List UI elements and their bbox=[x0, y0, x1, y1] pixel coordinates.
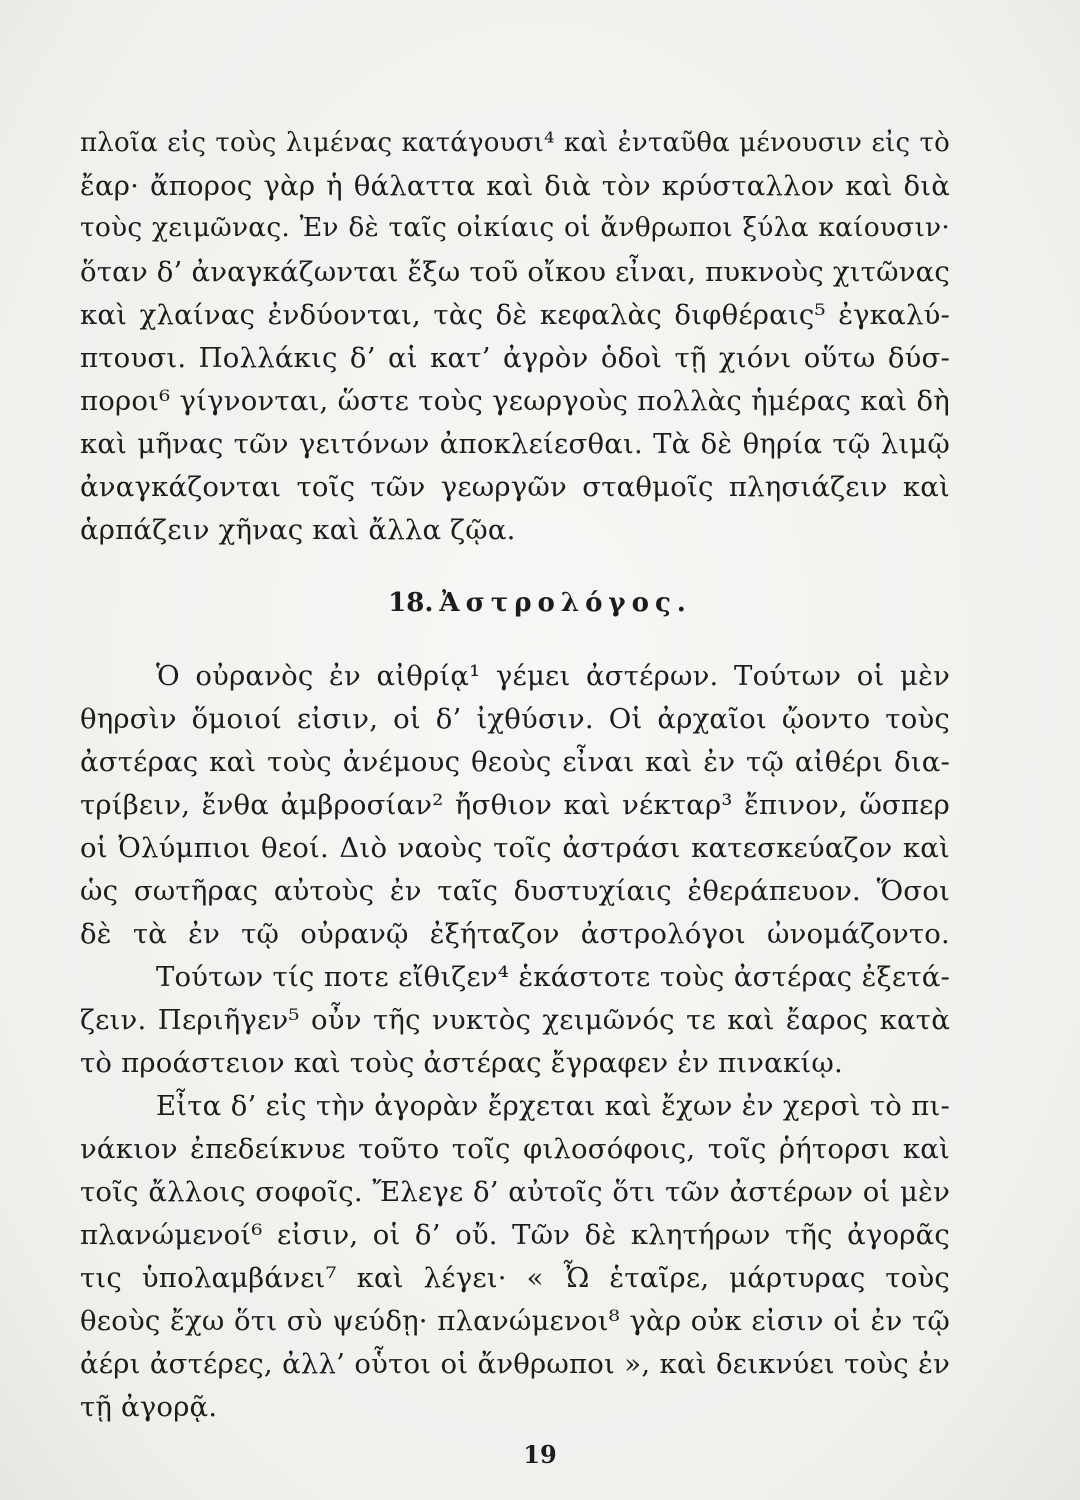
text-line: νάκιον ἐπεδείκνυε τοῦτο τοῖς φιλοσόφοις, τοῖς ῥήτορσι καὶ bbox=[80, 1133, 950, 1165]
text-line: τρίβειν, ἔνθα ἀμβροσίαν² ἤσθιον καὶ νέκταρ³ ἔπινον, ὥσπερ bbox=[80, 789, 950, 821]
text-line: τοὺς χειμῶνας. Ἐν δὲ ταῖς οἰκίαις οἱ ἄνθρωποι ξύλα καίουσιν· bbox=[80, 212, 950, 243]
text-line: Τούτων τίς ποτε εἴθιζεν⁴ ἑκάστοτε τοὺς ἀστέρας ἐξετά- bbox=[156, 961, 950, 993]
text-line: τις ὑπολαμβάνει⁷ καὶ λέγει· « Ὦ ἑταῖρε, μάρτυρας τοὺς bbox=[80, 1262, 950, 1294]
text-line: τὸ προάστειον καὶ τοὺς ἀστέρας ἔγραφεν ἐν πινακίῳ. bbox=[80, 1047, 843, 1079]
text-line: ἔαρ· ἄπορος γὰρ ἡ θάλαττα καὶ διὰ τὸν κρύσταλλον καὶ διὰ bbox=[80, 170, 950, 202]
text-line: καὶ χλαίνας ἐνδύονται, τὰς δὲ κεφαλὰς διφθέραις⁵ ἐγκαλύ- bbox=[80, 299, 950, 331]
text-line: ὡς σωτῆρας αὐτοὺς ἐν ταῖς δυστυχίαις ἐθεράπευον. Ὅσοι bbox=[80, 875, 950, 907]
text-line: οἱ Ὀλύμπιοι θεοί. Διὸ ναοὺς τοῖς ἀστράσι κατεσκεύαζον καὶ bbox=[80, 832, 950, 864]
text-line: θεοὺς ἔχω ὅτι σὺ ψεύδῃ· πλανώμενοι⁸ γὰρ οὐκ εἰσιν οἱ ἐν τῷ bbox=[80, 1305, 950, 1337]
section-heading bbox=[0, 588, 1080, 618]
text-line: ἀναγκάζονται τοῖς τῶν γεωργῶν σταθμοῖς πλησιάζειν καὶ bbox=[80, 471, 950, 503]
text-line: πτουσι. Πολλάκις δ’ αἱ κατ’ ἀγρὸν ὁδοὶ τῇ χιόνι οὕτω δύσ- bbox=[80, 342, 950, 374]
text-line: τοῖς ἄλλοις σοφοῖς. Ἔλεγε δ’ αὐτοῖς ὅτι τῶν ἀστέρων οἱ μὲν bbox=[80, 1176, 950, 1208]
text-line: καὶ μῆνας τῶν γειτόνων ἀποκλείεσθαι. Τὰ δὲ θηρία τῷ λιμῷ bbox=[80, 428, 950, 460]
text-line: πλοῖα εἰς τοὺς λιμένας κατάγουσι⁴ καὶ ἐνταῦθα μένουσιν εἰς τὸ bbox=[80, 128, 950, 158]
text-line: ὅταν δ’ ἀναγκάζωνται ἔξω τοῦ οἴκου εἶναι, πυκνοὺς χιτῶνας bbox=[80, 256, 950, 288]
text-line: ποροι⁶ γίγνονται, ὥστε τοὺς γεωργοὺς πολλὰς ἡμέρας καὶ δὴ bbox=[80, 385, 950, 417]
text-line: πλανώμενοί⁶ εἰσιν, οἱ δ’ οὔ. Τῶν δὲ κλητήρων τῆς ἀγορᾶς bbox=[80, 1219, 950, 1251]
text-line: θηρσὶν ὅμοιοί εἰσιν, οἱ δ’ ἰχθύσιν. Οἱ ἀρχαῖοι ᾤοντο τοὺς bbox=[80, 703, 950, 735]
page-number: 19 bbox=[523, 1440, 557, 1469]
text-line: ζειν. Περιῆγεν⁵ οὖν τῆς νυκτὸς χειμῶνός τε καὶ ἔαρος κατὰ bbox=[80, 1004, 950, 1036]
text-line: Ὁ οὐρανὸς ἐν αἰθρίᾳ¹ γέμει ἀστέρων. Τούτων οἱ μὲν bbox=[156, 660, 950, 692]
section-number: 18. bbox=[388, 588, 434, 618]
text-line: ἁρπάζειν χῆνας καὶ ἄλλα ζῷα. bbox=[80, 514, 516, 546]
text-line: τῇ ἀγορᾷ. bbox=[80, 1391, 218, 1423]
text-line: δὲ τὰ ἐν τῷ οὐρανῷ ἐξήταζον ἀστρολόγοι ὠνομάζοντο. bbox=[80, 918, 950, 950]
section-title: Ἀστρολόγος. bbox=[439, 588, 692, 618]
text-line: Εἶτα δ’ εἰς τὴν ἀγορὰν ἔρχεται καὶ ἔχων ἐν χερσὶ τὸ πι- bbox=[156, 1090, 950, 1122]
text-line: ἀέρι ἀστέρες, ἀλλ’ οὗτοι οἱ ἄνθρωποι », καὶ δεικνύει τοὺς ἐν bbox=[80, 1348, 950, 1380]
text-line: ἀστέρας καὶ τοὺς ἀνέμους θεοὺς εἶναι καὶ ἐν τῷ αἰθέρι δια- bbox=[80, 746, 950, 778]
